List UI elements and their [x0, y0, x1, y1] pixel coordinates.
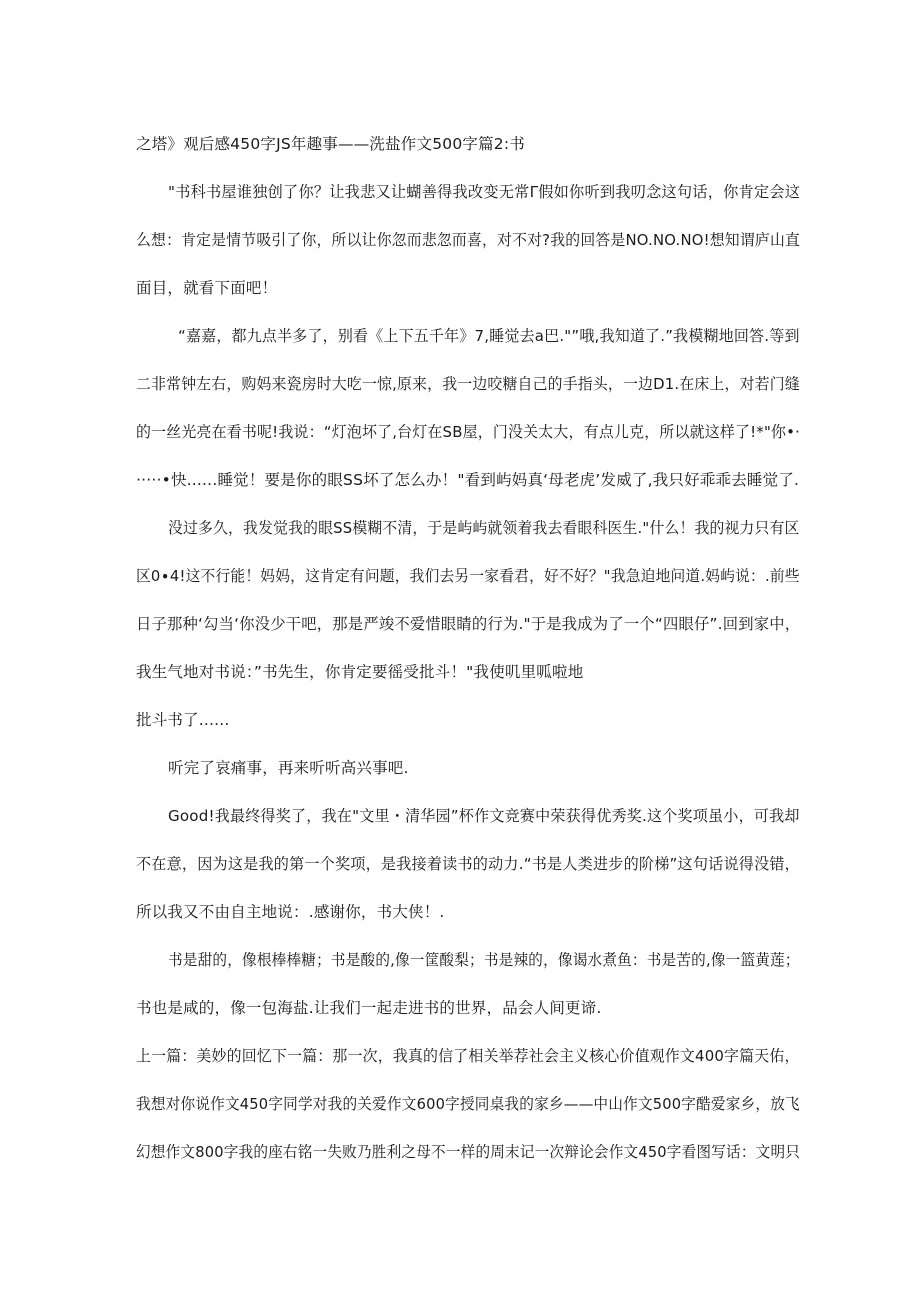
text-line: 批斗书了...... [136, 711, 230, 729]
text-line: “嘉嘉，都九点半多了，别看《上下五千年》7,睡觉去a巴."”哦,我知道了.”我模糊地回答.等到 [178, 327, 800, 345]
text-line: "书科书屋谁独创了你？让我悲又让蝴善得我改变无常Γ假如你听到我叨念这句话，你肯定会这 [168, 183, 801, 201]
text-line: 区0∙4!这不行能！妈妈，这肯定有问题，我们去另一家看君，好不好？"我急迫地问道.妈屿说：.前些 [136, 567, 800, 585]
text-line: 书也是咸的，像一包海盐.让我们一起走进书的世界，品会人间更谛. [136, 999, 602, 1017]
text-line: 所以我又不由自主地说：.感谢你，书大侠！. [136, 903, 445, 921]
text-line: 面目，就看下面吧！ [136, 279, 278, 297]
text-line: 的一丝光亮在看书呢!我说：“灯泡坏了,台灯在SB屋，门没关太大，有点儿克，所以就这样了!*"你•· [136, 423, 801, 441]
text-line: ·····•快......睡觉！要是你的眼SS坏了怎么办！"看到屿妈真‘母老虎’发威了,我只好乖乖去睡觉了. [136, 471, 800, 489]
text-line: 不在意，因为这是我的第一个奖项，是我接着读书的动力.“书是人类进步的阶梯”这句话说得没错， [136, 855, 800, 873]
related-links-line: 我想对你说作文450字同学对我的关爱作文600字授同桌我的家乡——中山作文500字酷爱家乡，放飞 [136, 1095, 800, 1113]
text-line: 听完了哀痛事，再来听听高兴事吧. [168, 759, 409, 777]
text-line: 日子那种‘勾当‘你没少干吧，那是严竣不爱惜眼睛的行为."于是我成为了一个“四眼仔”.回到家中， [136, 615, 801, 633]
text-line: 二非常钟左右，购妈来瓷房时大吃一惊,原来，我一边咬糖自己的手指头，一边D1.在床上，对若门缝 [136, 375, 800, 393]
related-links-line: 上一篇：美妙的回忆下一篇：那一次，我真的信了相关举荐社会主义核心价值观作文400字篇天佑， [136, 1047, 800, 1065]
text-line: 书是甜的，像根棒棒糖；书是酸的,像一筐酸梨；书是辣的，像谒水煮鱼：书是苦的,像一篮黄莲； [168, 951, 800, 969]
text-line: Good!我最终得奖了，我在"文里・清华园”杯作文竞赛中荣获得优秀奖.这个奖项虽小，可我却 [168, 807, 800, 825]
related-links-line: 幻想作文800字我的座右铭一失败乃胜利之母不一样的周末记一次辩论会作文450字看图写话：文明只 [136, 1143, 801, 1161]
text-line: 么想：肯定是情节吸引了你，所以让你忽而悲忽而喜，对不对?我的回答是NO.NO.NO!想知谓庐山直 [136, 231, 801, 249]
text-line: 我生气地对书说：”书先生，你肯定要徭受批斗！"我使叽里呱啦地 [136, 663, 584, 681]
text-line: 之塔》观后感450字JS年趣事——洗盐作文500字篇2:书 [136, 135, 525, 153]
text-line: 没过多久，我发觉我的眼SS模糊不清，于是屿屿就领着我去看眼科医生."什么！我的视力只有区 [168, 519, 800, 537]
